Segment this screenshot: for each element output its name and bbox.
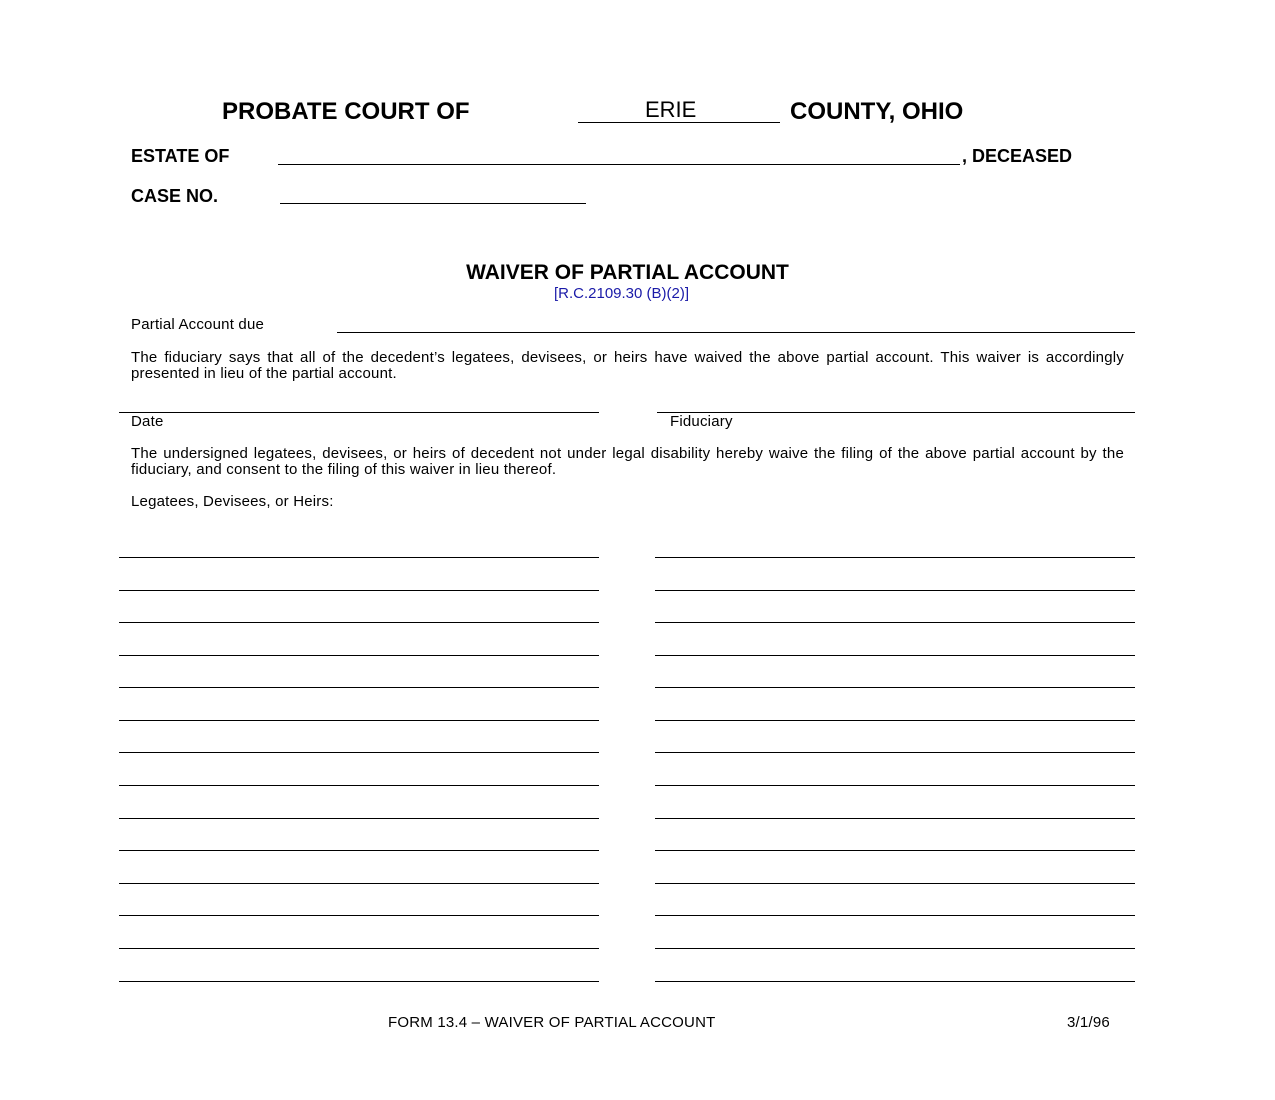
heir-signature-line[interactable]	[119, 850, 599, 851]
heir-signature-line[interactable]	[655, 720, 1135, 721]
heir-signature-line[interactable]	[655, 752, 1135, 753]
case-number-label: CASE NO.	[131, 186, 219, 206]
partial-account-due-field[interactable]	[337, 332, 1135, 333]
heir-signature-line[interactable]	[655, 981, 1135, 982]
heirs-label: Legatees, Devisees, or Heirs:	[131, 493, 334, 510]
heir-signature-line[interactable]	[119, 948, 599, 949]
footer-form-name: FORM 13.4 – WAIVER OF PARTIAL ACCOUNT	[388, 1014, 716, 1031]
heir-signature-line[interactable]	[119, 687, 599, 688]
county-field[interactable]: ERIE	[645, 97, 697, 122]
heir-signature-line[interactable]	[119, 622, 599, 623]
heir-signature-line[interactable]	[655, 818, 1135, 819]
deceased-label: , DECEASED	[962, 146, 1073, 166]
court-title-prefix: PROBATE COURT OF	[222, 98, 470, 125]
consent-statement: The undersigned legatees, devisees, or heirs of decedent not under legal disability hereby waive the filing of the above partial account by the fiduciary, and consent to the filing of this waiver in lieu thereof.	[131, 445, 1124, 478]
heir-signature-line[interactable]	[119, 883, 599, 884]
heir-signature-line[interactable]	[655, 850, 1135, 851]
heir-signature-line[interactable]	[655, 915, 1135, 916]
heir-signature-line[interactable]	[119, 752, 599, 753]
footer-revision-date: 3/1/96	[1067, 1014, 1110, 1031]
heir-signature-line[interactable]	[655, 557, 1135, 558]
heir-signature-line[interactable]	[119, 981, 599, 982]
heir-signature-line[interactable]	[655, 948, 1135, 949]
heir-signature-line[interactable]	[119, 590, 599, 591]
heir-signature-line[interactable]	[119, 557, 599, 558]
fiduciary-statement: The fiduciary says that all of the decedent’s legatees, devisees, or heirs have waived the above partial account. This waiver is accordingly presented in lieu of the partial account.	[131, 349, 1124, 382]
heir-signature-line[interactable]	[119, 915, 599, 916]
date-field[interactable]	[119, 412, 599, 413]
heir-signature-line[interactable]	[655, 655, 1135, 656]
fiduciary-label: Fiduciary	[670, 413, 733, 430]
estate-name-field[interactable]	[278, 164, 960, 165]
heir-signature-line[interactable]	[655, 785, 1135, 786]
heir-signature-line[interactable]	[119, 818, 599, 819]
heir-signature-line[interactable]	[655, 883, 1135, 884]
heir-signature-line[interactable]	[655, 687, 1135, 688]
heir-signature-line[interactable]	[119, 785, 599, 786]
partial-account-due-label: Partial Account due	[131, 316, 265, 333]
form-title: WAIVER OF PARTIAL ACCOUNT	[466, 261, 789, 284]
heir-signature-line[interactable]	[655, 622, 1135, 623]
estate-label: ESTATE OF	[131, 146, 230, 166]
heir-signature-line[interactable]	[119, 655, 599, 656]
heir-signature-line[interactable]	[655, 590, 1135, 591]
court-title-suffix: COUNTY, OHIO	[790, 98, 964, 125]
statute-citation: [R.C.2109.30 (B)(2)]	[553, 285, 690, 302]
heir-signature-line[interactable]	[119, 720, 599, 721]
date-label: Date	[131, 413, 164, 430]
case-number-field[interactable]	[280, 203, 586, 204]
